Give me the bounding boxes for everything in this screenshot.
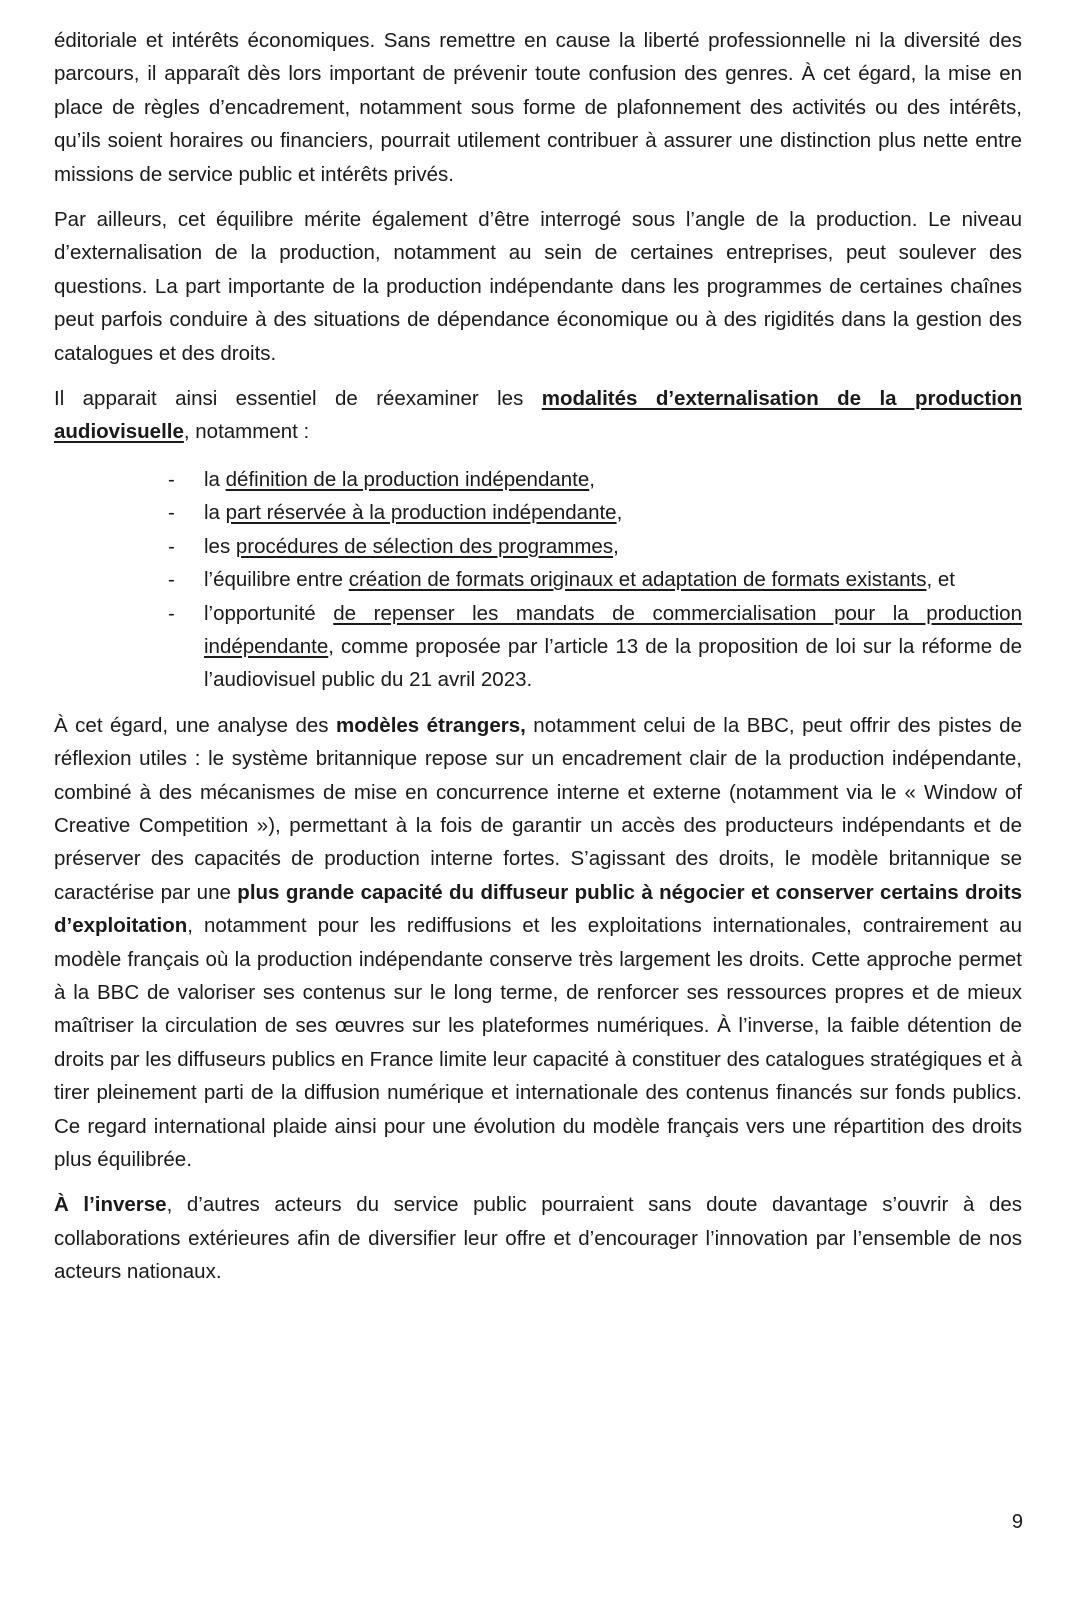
externalisation-intro-text: Il apparait ainsi essentiel de réexaminer les bbox=[54, 387, 542, 411]
list-item-underlined: part réservée à la production indépendante bbox=[225, 501, 617, 525]
list-item bbox=[204, 463, 1022, 496]
list-item-prefix: l’opportunité bbox=[204, 601, 334, 625]
list-item-suffix: , et bbox=[926, 568, 955, 592]
foreign-models-bold-1: modèles étrangers, bbox=[336, 713, 526, 737]
foreign-models-text-3: , notamment pour les rediffusions et les exploitations internationales, contrairement au modèle français où la production indépendante conserve très largement les droits. Cette approche permet à la BBC de valoriser ses contenus sur le long terme, de renforcer ses ressources propres et de mieux maîtriser la circulation de ses œuvres sur les plateformes numériques. À l’inverse, la faible détention de droits par les diffuseurs publics en France limite leur capacité à constituer des catalogues stratégiques et à tirer pleinement parti de la diffusion numérique et internationale des contenus financés sur fonds publics. Ce regard international plaide ainsi pour une évolution du modèle français vers une répartition des droits plus équilibrée. bbox=[54, 914, 1022, 1171]
externalisation-key-phrase: modalités d’externalisation de la production audiovisuelle bbox=[54, 387, 1022, 444]
conversely-bold: À l’inverse bbox=[54, 1193, 167, 1217]
foreign-models-text-1: À cet égard, une analyse des bbox=[54, 713, 337, 737]
page-number: 9 bbox=[1011, 1511, 1023, 1533]
list-item-underlined: création de formats originaux et adaptation de formats existants bbox=[348, 568, 927, 592]
paragraph-foreign-models bbox=[54, 709, 1022, 1177]
paragraph-conversely bbox=[54, 1188, 1022, 1288]
list-item bbox=[204, 496, 1022, 529]
page-body bbox=[54, 24, 1022, 1301]
list-item bbox=[204, 597, 1022, 697]
list-item bbox=[204, 530, 1022, 563]
list-item-underlined: de repenser les mandats de commercialisation pour la production indépendante bbox=[204, 601, 1022, 658]
list-item-suffix: , bbox=[589, 467, 595, 491]
conversely-text: , d’autres acteurs du service public pourraient sans doute davantage s’ouvrir à des collaborations extérieures afin de diversifier leur offre et d’encourager l’innovation par l’ensemble de nos acteurs nationaux. bbox=[54, 1193, 1022, 1284]
list-item-prefix: les bbox=[204, 534, 236, 558]
list-item-underlined: définition de la production indépendante bbox=[225, 467, 590, 491]
list-item-prefix: la bbox=[204, 501, 226, 525]
list-item-suffix: , bbox=[616, 501, 623, 525]
list-item-prefix: la bbox=[204, 467, 226, 491]
list-item-underlined: procédures de sélection des programmes bbox=[235, 534, 614, 558]
foreign-models-text-2: notamment celui de la BBC, peut offrir des pistes de réflexion utiles : le système britannique repose sur un encadrement clair de la production indépendante, combiné à des mécanismes de mise en concurrence interne et externe (notamment via le « Window of Creative Competition »), permettant à la fois de garantir un accès des producteurs indépendants et de préserver des capacités de production interne fortes. S’agissant des droits, le modèle britannique se caractérise par une bbox=[54, 713, 1022, 904]
externalisation-intro-end: , notamment : bbox=[183, 420, 310, 444]
foreign-models-bold-2: plus grande capacité du diffuseur public à négocier et conserver certains droits d’exploitation bbox=[54, 880, 1022, 938]
list-item-prefix: l’équilibre entre bbox=[204, 568, 349, 592]
list-item bbox=[204, 563, 1022, 596]
paragraph-externalisation-intro bbox=[54, 382, 1022, 449]
paragraph-editorial-interests: éditoriale et intérêts économiques. Sans remettre en cause la liberté professionnelle ni la diversité des parcours, il apparaît dès lors important de prévenir toute confusion des genres. À cet égard, la mise en place de règles d’encadrement, notamment sous forme de plafonnement des activités ou des intérêts, qu’ils soient horaires ou financiers, pourrait utilement contribuer à assurer une distinction plus nette entre missions de service public et intérêts privés. bbox=[54, 29, 1022, 186]
list-item-suffix: , comme proposée par l’article 13 de la proposition de loi sur la réforme de l’audiovisuel public du 21 avril 2023. bbox=[204, 634, 1022, 692]
paragraph-production-balance: Par ailleurs, cet équilibre mérite également d’être interrogé sous l’angle de la production. Le niveau d’externalisation de la production, notamment au sein de certaines entreprises, peut soulever des questions. La part importante de la production indépendante dans les programmes de certaines chaînes peut parfois conduire à des situations de dépendance économique ou à des rigidités dans la gestion des catalogues et des droits. bbox=[54, 208, 1022, 365]
list-item-suffix: , bbox=[613, 534, 619, 558]
externalisation-list bbox=[54, 463, 1022, 697]
